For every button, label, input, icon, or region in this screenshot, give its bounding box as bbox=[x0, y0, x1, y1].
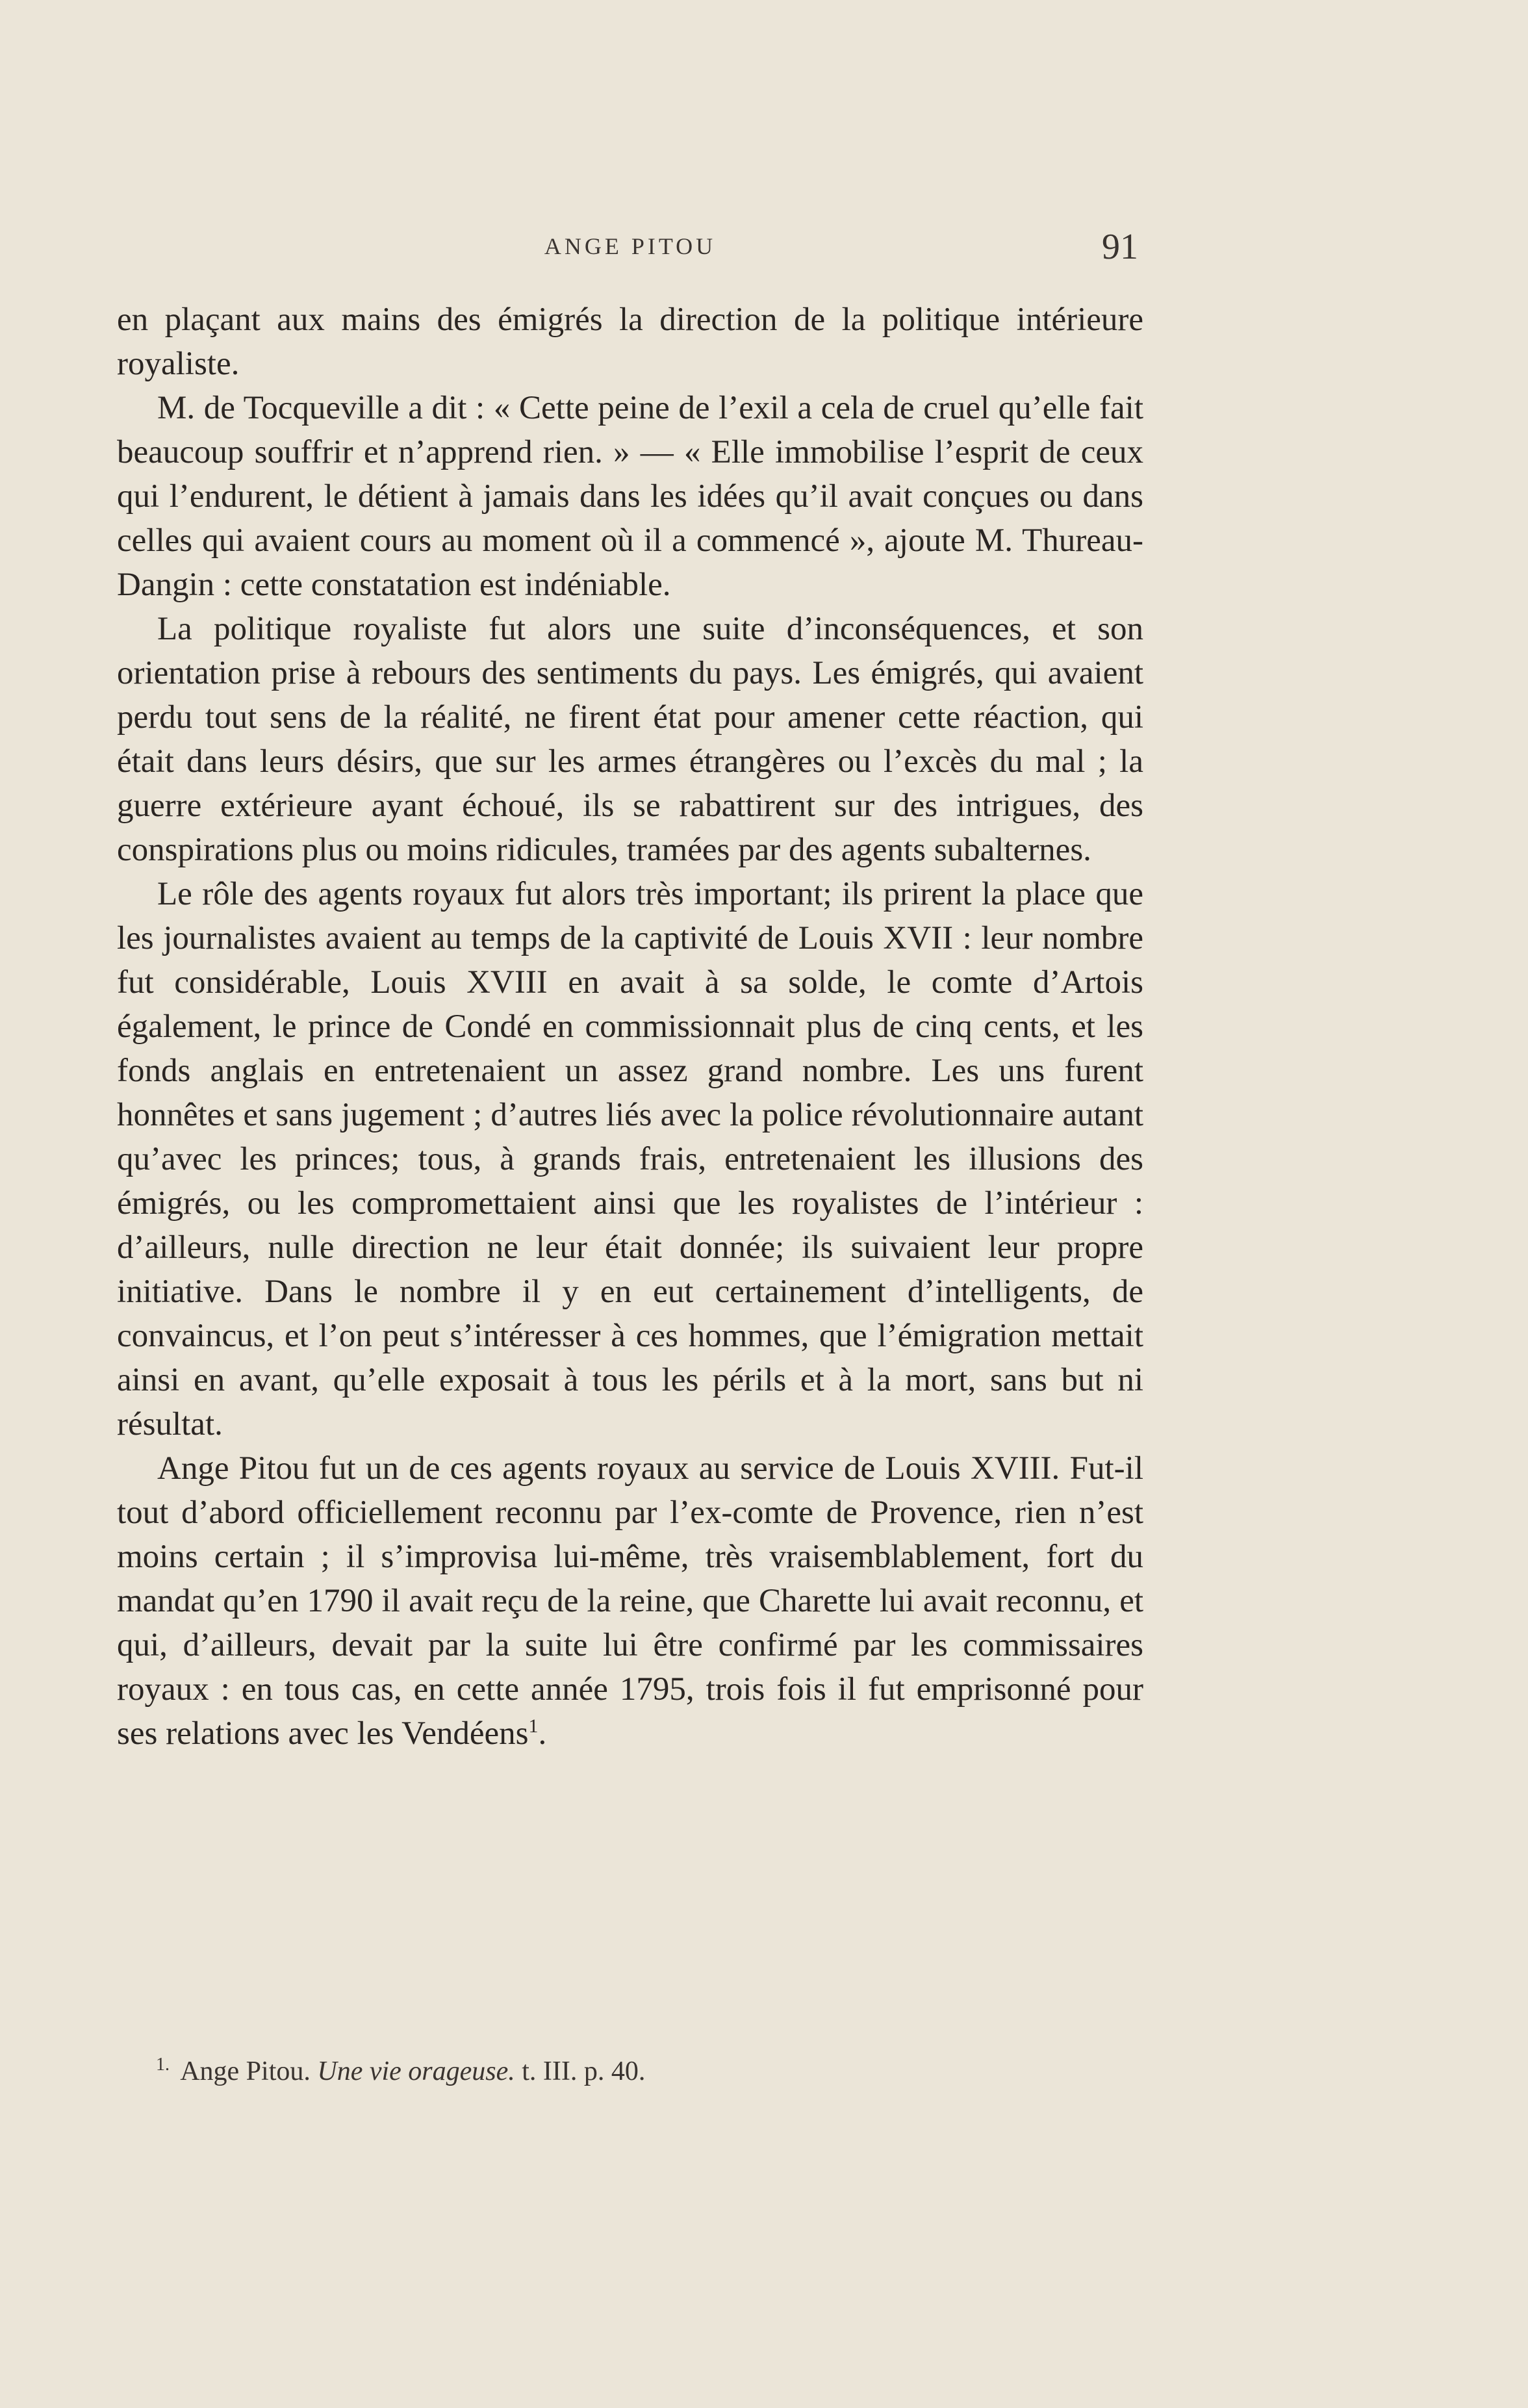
footnote-reference: 1 bbox=[528, 1715, 539, 1737]
running-header bbox=[117, 226, 1143, 272]
footnote-location: t. III. p. 40. bbox=[522, 2056, 646, 2086]
final-punctuation: . bbox=[538, 1715, 547, 1752]
paragraph-ange-pitou-text: Ange Pitou fut un de ces agents royaux au service de Louis XVIII. Fut-il tout d’abord officiellement reconnu par l’ex-comte de Provence, rien n’est moins certain ; il s’improvisa lui-même, très vraisemblablement, fort du mandat qu’en 1790 il avait reçu de la reine, que Charette lui avait reconnu, et qui, d’ailleurs, devait par la suite lui être confirmé par les commissaires royaux : en tous cas, en cette année 1795, trois fois il fut emprisonné pour ses relations avec les Vendéens bbox=[117, 1450, 1143, 1752]
paragraph-tocqueville: M. de Tocqueville a dit : « Cette peine de l’exil a cela de cruel qu’elle fait beaucoup souffrir et n’apprend rien. » — « Elle immobilise l’esprit de ceux qui l’endurent, le détient à jamais dans les idées qu’il avait conçues ou dans celles qui avaient cours au moment où il a commencé », ajoute M. Thureau-Dangin : cette constatation est indéniable. bbox=[117, 390, 1143, 603]
footnote bbox=[156, 2047, 1130, 2090]
paragraph-continuation: en plaçant aux mains des émigrés la direction de la politique intérieure royaliste. bbox=[117, 301, 1143, 382]
body-text bbox=[117, 298, 1143, 1756]
page-number: 91 bbox=[1102, 227, 1138, 267]
running-title: ANGE PITOU bbox=[544, 233, 717, 259]
footnote-author: Ange Pitou. bbox=[180, 2056, 311, 2086]
paragraph-ange-pitou bbox=[117, 1446, 1143, 1756]
footnote-title: Une vie orageuse. bbox=[317, 2056, 515, 2086]
footnote-marker: 1. bbox=[156, 2055, 170, 2075]
paragraph-royal-agents: Le rôle des agents royaux fut alors très important; ils prirent la place que les journalistes avaient au temps de la captivité de Louis XVII : leur nombre fut considérable, Louis XVIII en avait à sa solde, le comte d’Artois également, le prince de Condé en commissionnait plus de cinq cents, et les fonds anglais en entretenaient un assez grand nombre. Les uns furent honnêtes et sans jugement ; d’autres liés avec la police révolutionnaire autant qu’avec les princes; tous, à grands frais, entretenaient les illusions des émigrés, ou les compromettaient ainsi que les royalistes de l’intérieur : d’ailleurs, nulle direction ne leur était donnée; ils suivaient leur propre initiative. Dans le nombre il y en eut certainement d’intelligents, de convaincus, et l’on peut s’intéresser à ces hommes, que l’émigration mettait ainsi en avant, qu’elle exposait à tous les périls et à la mort, sans but ni résultat. bbox=[117, 876, 1143, 1442]
paragraph-royalist-politics: La politique royaliste fut alors une suite d’inconséquences, et son orientation prise à rebours des sentiments du pays. Les émigrés, qui avaient perdu tout sens de la réalité, ne firent état pour amener cette réaction, qui était dans leurs désirs, que sur les armes étrangères ou l’excès du mal ; la guerre extérieure ayant échoué, ils se rabattirent sur des intrigues, des conspirations plus ou moins ridicules, tramées par des agents subalternes. bbox=[117, 611, 1143, 868]
